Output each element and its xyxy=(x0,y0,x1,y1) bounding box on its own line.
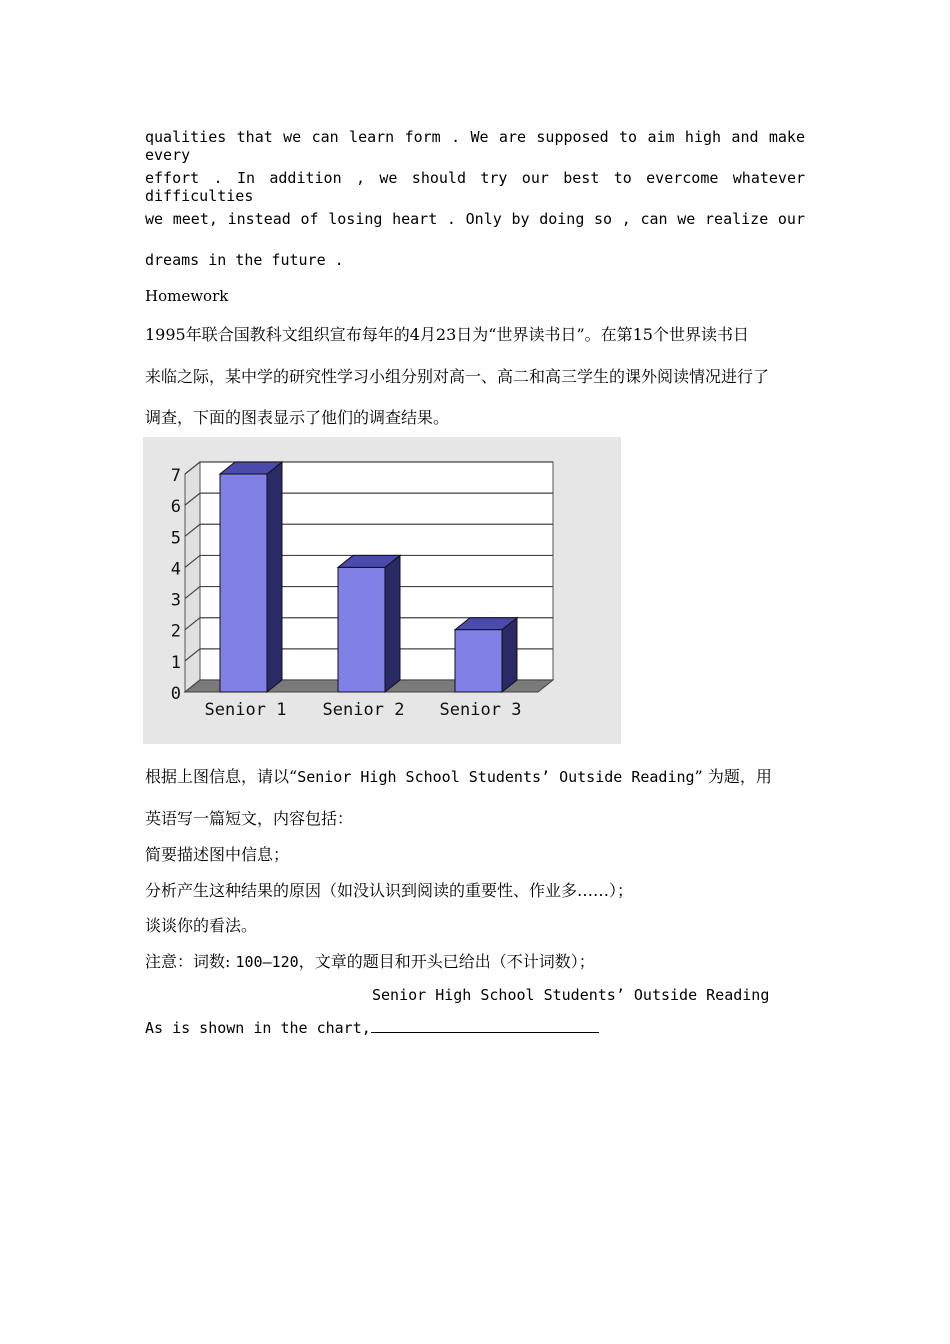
essay-opening-text: As is shown in the chart, xyxy=(145,1019,371,1037)
instruction-item: 分析产生这种结果的原因（如没认识到阅读的重要性、作业多……）； xyxy=(145,881,634,900)
chart-side-wall xyxy=(185,462,200,692)
note-prefix: 注意：词数: xyxy=(145,952,236,971)
instruction-line-2: 英语写一篇短文，内容包括： xyxy=(145,809,354,828)
y-tick-label: 6 xyxy=(170,497,181,518)
bar-chart-svg xyxy=(143,437,621,744)
bar-side xyxy=(385,555,400,692)
task-line: 1995年联合国教科文组织宣布每年的4月23日为“世界读书日”。在第15个世界读书日 xyxy=(145,325,749,344)
word-count-note xyxy=(145,949,595,972)
x-tick-label: Senior 1 xyxy=(204,700,287,720)
answer-blank[interactable] xyxy=(371,1018,599,1033)
instruction-title: Senior High School Students’ Outside Reading xyxy=(297,768,695,786)
bar xyxy=(455,630,502,692)
bar-chart xyxy=(143,437,621,744)
essay-title: Senior High School Students’ Outside Reading xyxy=(372,986,770,1004)
bar xyxy=(220,474,267,692)
instruction-prefix: 根据上图信息，请以“ xyxy=(145,767,298,786)
y-tick-label: 7 xyxy=(170,466,181,486)
bar xyxy=(338,567,385,692)
essay-opening xyxy=(145,1018,599,1037)
instruction-item: 谈谈你的看法。 xyxy=(145,916,258,935)
y-tick-label: 5 xyxy=(170,528,181,549)
note-suffix: ，文章的题目和开头已给出（不计词数）； xyxy=(298,952,595,971)
y-tick-label: 2 xyxy=(170,621,181,642)
paragraph-line: we meet, instead of losing heart . Only by doing so , can we realize our xyxy=(145,210,805,228)
x-tick-label: Senior 2 xyxy=(322,700,405,720)
y-tick-label: 4 xyxy=(170,559,181,580)
instruction-line-1 xyxy=(145,764,772,787)
y-tick-label: 3 xyxy=(170,590,181,611)
bar-side xyxy=(267,462,282,692)
x-tick-label: Senior 3 xyxy=(439,700,522,720)
paragraph-line: dreams in the future . xyxy=(145,251,344,269)
bar-side xyxy=(502,618,517,692)
task-line: 调查，下面的图表显示了他们的调查结果。 xyxy=(145,408,450,427)
paragraph-line: qualities that we can learn form . We are supposed to aim high and make every xyxy=(145,128,805,164)
homework-heading: Homework xyxy=(145,287,229,305)
y-tick-label: 1 xyxy=(170,652,181,673)
instruction-suffix: ” 为题，用 xyxy=(694,767,772,786)
y-tick-label: 0 xyxy=(170,684,181,704)
paragraph-line: effort . In addition , we should try our best to evercome whatever difficulties xyxy=(145,169,805,205)
instruction-item: 简要描述图中信息； xyxy=(145,845,290,864)
note-count: 100—120 xyxy=(235,953,299,971)
task-line: 来临之际，某中学的研究性学习小组分别对高一、高二和高三学生的课外阅读情况进行了 xyxy=(145,367,770,386)
